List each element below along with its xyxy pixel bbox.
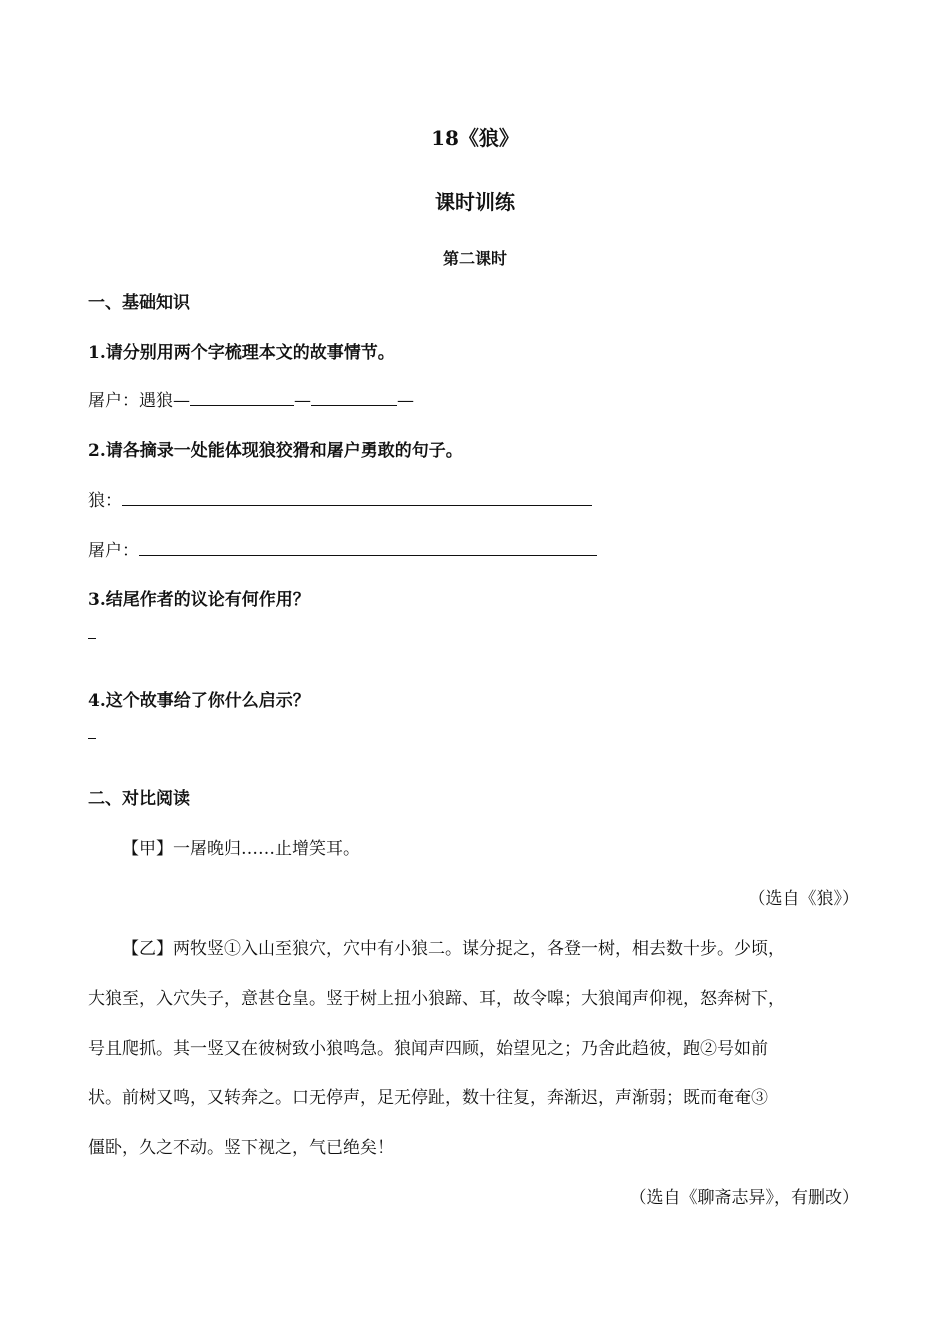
answer-blank-2[interactable] xyxy=(311,387,397,406)
section-heading-comparative-reading: 二、对比阅读 xyxy=(88,789,190,809)
separator-dash: — xyxy=(294,391,311,411)
passage-yi-line: 僵卧，久之不动。竖下视之，气已绝矣！ xyxy=(88,1138,394,1158)
passage-yi-line: 状。前树又鸣，又转奔之。口无停声，足无停趾，数十往复，奔渐迟，声渐弱；既而奄奄③ xyxy=(88,1088,768,1108)
question-4: 4.这个故事给了你什么启示？ xyxy=(88,691,310,711)
question-2-butcher-line xyxy=(88,536,597,561)
passage-yi-source: （选自《聊斋志异》，有删改） xyxy=(629,1188,859,1208)
question-3: 3.结尾作者的议论有何作用？ xyxy=(88,590,310,610)
passage-yi-line: 号且爬抓。其一竖又在彼树致小狼鸣急。狼闻声四顾，始望见之；乃舍此趋彼，跑②号如前 xyxy=(88,1039,768,1059)
question-1: 1.请分别用两个字梳理本文的故事情节。 xyxy=(88,343,395,363)
wolf-label: 狼： xyxy=(88,491,122,511)
question-3-answer-mark[interactable] xyxy=(88,638,96,639)
page-subtitle: 课时训练 xyxy=(435,190,515,214)
butcher-answer-blank[interactable] xyxy=(139,537,597,556)
separator-dash: — xyxy=(397,391,414,411)
answer-blank-1[interactable] xyxy=(190,387,294,406)
passage-yi-line: 【乙】两牧竖①入山至狼穴，穴中有小狼二。谋分捉之，各登一树，相去数十步。少顷， xyxy=(122,939,785,959)
wolf-answer-blank[interactable] xyxy=(122,487,592,506)
question-4-answer-mark[interactable] xyxy=(88,738,96,739)
question-2-wolf-line xyxy=(88,486,592,511)
passage-jia-source: （选自《狼》） xyxy=(748,889,859,909)
butcher-label: 屠户： xyxy=(88,541,139,561)
page-title: 18《狼》 xyxy=(431,126,519,150)
passage-yi-line: 大狼至，入穴失子，意甚仓皇。竖于树上扭小狼蹄、耳，故令嗥；大狼闻声仰视，怒奔树下， xyxy=(88,989,785,1009)
answer-prefix: 屠户：遇狼— xyxy=(88,391,190,411)
lesson-label: 第二课时 xyxy=(442,249,507,268)
section-heading-basics: 一、基础知识 xyxy=(88,293,190,313)
question-2: 2.请各摘录一处能体现狼狡猾和屠户勇敢的句子。 xyxy=(88,441,463,461)
passage-jia: 【甲】一屠晚归……止增笑耳。 xyxy=(122,839,360,859)
question-1-answer-line xyxy=(88,386,414,411)
